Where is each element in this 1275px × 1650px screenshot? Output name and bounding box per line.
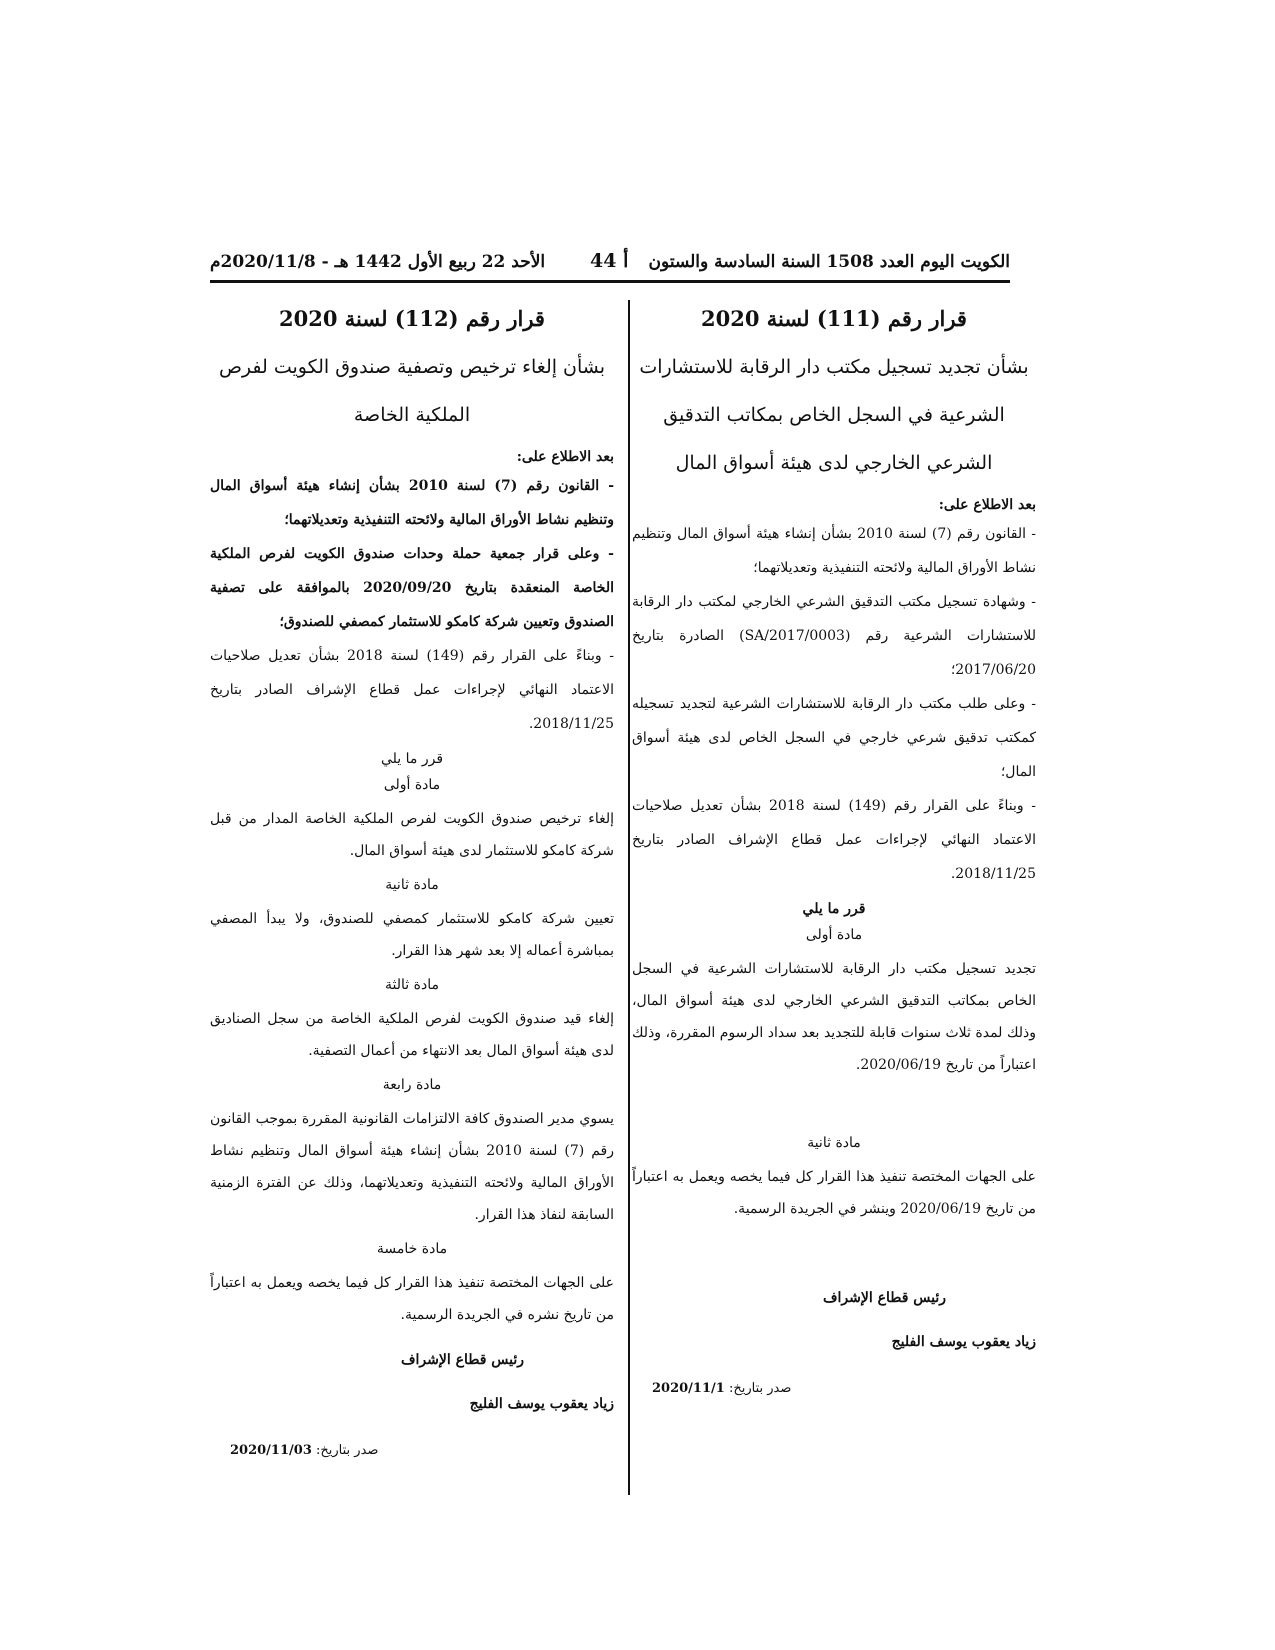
decision-111-subject: بشأن تجديد تسجيل مكتب دار الرقابة للاستشارات الشرعية في السجل الخاص بمكاتب التدقيق الشرعي الخارجي لدى هيئة أسواق المال [639, 356, 1029, 474]
decision-112-clause: - وعلى قرار جمعية حملة وحدات صندوق الكويت لفرص الملكية الخاصة المنعقدة بتاريخ 2020/09/20 بالموافقة على تصفية الصندوق وتعيين شركة كامكو للاستثمار كمصفي للصندوق؛ [210, 546, 614, 630]
decision-112-article2-title: مادة ثانية [385, 877, 439, 893]
header-date: الأحد 22 ربيع الأول 1442 هـ - 2020/11/8م [210, 252, 546, 272]
decision-112-clause: - القانون رقم (7) لسنة 2010 بشأن إنشاء هيئة أسواق المال وتنظيم نشاط الأوراق المالية ولائحته التنفيذية وتعديلاتهما؛ [210, 478, 615, 528]
decision-112-clause: - وبناءً على القرار رقم (149) لسنة 2018 بشأن تعديل صلاحيات الاعتماد النهائي لإجراءات عمل قطاع الإشراف الصادر بتاريخ 2018/11/25. [210, 648, 614, 732]
decision-112-preamble: بعد الاطلاع على: [516, 449, 614, 465]
decision-112-article5-title: مادة خامسة [376, 1241, 448, 1257]
decision-111-signer-title: رئيس قطاع الإشراف [822, 1290, 946, 1306]
page-header [210, 250, 1010, 283]
decision-112-article5-text: على الجهات المختصة تنفيذ هذا القرار كل فيما يخصه ويعمل به اعتباراً من تاريخ نشره في الجريدة الرسمية. [210, 1275, 614, 1323]
decision-112-article3-text: إلغاء قيد صندوق الكويت لفرص الملكية الخاصة من سجل الصناديق لدى هيئة أسواق المال بعد الانتهاء من أعمال التصفية. [210, 1011, 614, 1059]
decision-111-article2-title: مادة ثانية [807, 1135, 861, 1151]
decision-111-article1-title: مادة أولى [805, 927, 863, 943]
decision-112-article4-text: يسوي مدير الصندوق كافة الالتزامات القانونية المقررة بموجب القانون رقم (7) لسنة 2010 بشأن إنشاء هيئة أسواق المال وتنظيم نشاط الأوراق المالية ولائحته التنفيذية وتعديلاتهما، وذلك عن الفترة الزمنية السابقة لنفاذ هذا القرار. [210, 1111, 615, 1223]
decision-112-issued [210, 1443, 614, 1458]
decision-111-clause: - وشهادة تسجيل مكتب التدقيق الشرعي الخارجي لمكتب دار الرقابة للاستشارات الشرعية رقم (SA/2017/0003) الصادرة بتاريخ 2017/06/20؛ [632, 594, 1036, 678]
decision-112-subject: بشأن إلغاء ترخيص وتصفية صندوق الكويت لفرص الملكية الخاصة [218, 356, 606, 426]
decision-111-issued-date: 2020/11/1 [652, 1381, 725, 1396]
decision-111-issued-label: صدر بتاريخ: [728, 1381, 792, 1396]
decision-111-title: قرار رقم (111) لسنة 2020 [701, 306, 967, 331]
decision-111-decided: قرر ما يلي [802, 901, 866, 917]
decision-111-article2-text: على الجهات المختصة تنفيذ هذا القرار كل فيما يخصه ويعمل به اعتباراً من تاريخ 2020/06/19 وينشر في الجريدة الرسمية. [632, 1169, 1036, 1217]
header-issue-info: الكويت اليوم العدد 1508 السنة السادسة والستون [648, 252, 1010, 272]
decision-111-issued [632, 1381, 1036, 1396]
decision-111-clause: - وبناءً على القرار رقم (149) لسنة 2018 بشأن تعديل صلاحيات الاعتماد النهائي لإجراءات عمل قطاع الإشراف الصادر بتاريخ 2018/11/25. [632, 798, 1036, 882]
decision-111-signer-name: زياد يعقوب يوسف الفليج [891, 1334, 1036, 1350]
decision-112-decided: قرر ما يلي [380, 751, 444, 767]
decision-112-title: قرار رقم (112) لسنة 2020 [279, 306, 545, 331]
decision-112-issued-label: صدر بتاريخ: [316, 1443, 379, 1458]
column-divider [628, 300, 630, 1495]
decision-112-article1-title: مادة أولى [383, 777, 441, 793]
header-page-number: أ 44 [590, 250, 629, 272]
decision-112-signer-name: زياد يعقوب يوسف الفليج [469, 1396, 614, 1412]
decision-111-clause: - وعلى طلب مكتب دار الرقابة للاستشارات الشرعية لتجديد تسجيله كمكتب تدقيق شرعي خارجي في السجل الخاص لدى هيئة أسواق المال؛ [632, 696, 1036, 780]
decision-112-signer-title: رئيس قطاع الإشراف [400, 1352, 524, 1368]
decision-112-article4-title: مادة رابعة [382, 1077, 442, 1093]
decision-112-article3-title: مادة ثالثة [385, 977, 439, 993]
decision-112-issued-date: 2020/11/03 [230, 1443, 312, 1458]
decision-111-article1-text: تجديد تسجيل مكتب دار الرقابة للاستشارات الشرعية في السجل الخاص بمكاتب التدقيق الشرعي الخارجي لدى هيئة أسواق المال، وذلك لمدة ثلاث سنوات قابلة للتجديد بعد سداد الرسوم المقررة، وذلك اعتباراً من تاريخ 2020/06/19. [632, 961, 1036, 1073]
decision-112-article2-text: تعيين شركة كامكو للاستثمار كمصفي للصندوق، ولا يبدأ المصفي بمباشرة أعماله إلا بعد شهر هذا القرار. [210, 911, 614, 959]
decision-111-preamble: بعد الاطلاع على: [938, 497, 1036, 513]
decision-112-article1-text: إلغاء ترخيص صندوق الكويت لفرص الملكية الخاصة المدار من قبل شركة كامكو للاستثمار لدى هيئة أسواق المال. [210, 811, 614, 859]
decision-111-column [632, 300, 1036, 1396]
decision-111-clause: - القانون رقم (7) لسنة 2010 بشأن إنشاء هيئة أسواق المال وتنظيم نشاط الأوراق المالية ولائحته التنفيذية وتعديلاتهما؛ [632, 526, 1036, 576]
decision-112-column [210, 300, 614, 1458]
